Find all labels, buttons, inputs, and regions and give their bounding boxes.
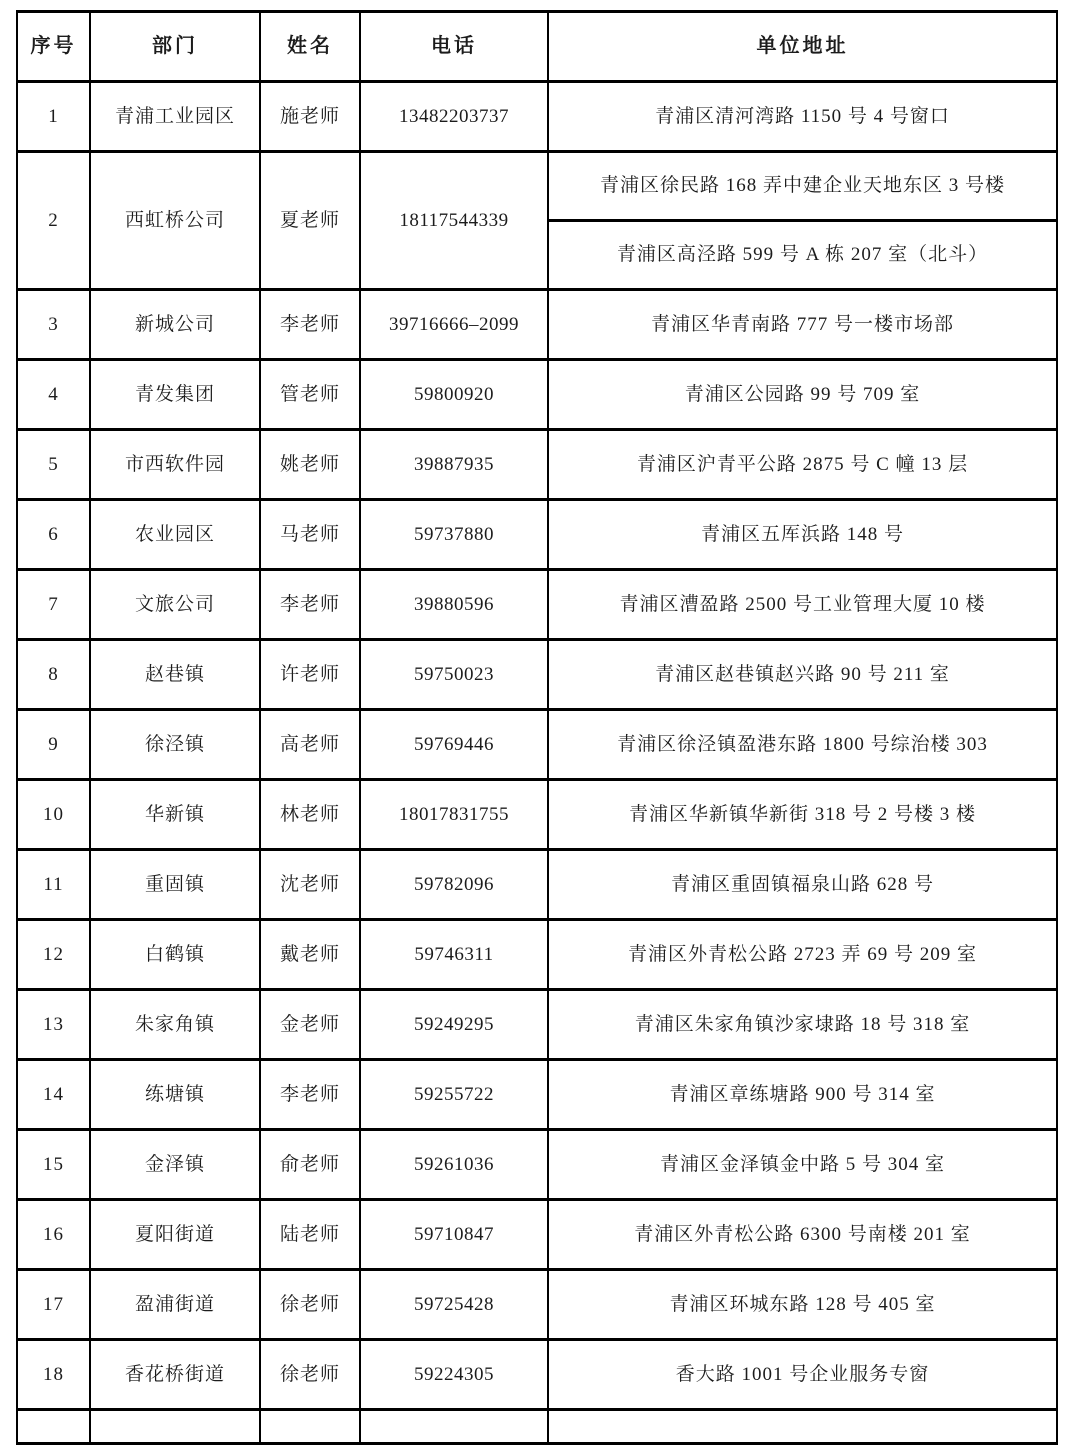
- cell-dept: 盈浦街道: [90, 1270, 260, 1340]
- table-row: [17, 1200, 1057, 1270]
- cell-no: 14: [17, 1060, 90, 1130]
- cell-phone: 59710847: [360, 1200, 548, 1270]
- cell-phone: 59800920: [360, 360, 548, 430]
- table-row: [17, 82, 1057, 152]
- header-cell-dept: 部门: [90, 12, 260, 82]
- cell-no: 16: [17, 1200, 90, 1270]
- cell-address: 青浦区五厍浜路 148 号: [548, 500, 1057, 570]
- table-row: [17, 1340, 1057, 1410]
- cell-address: 青浦区清河湾路 1150 号 4 号窗口: [548, 82, 1057, 152]
- header-row: [17, 12, 1057, 82]
- cell-no: 5: [17, 430, 90, 500]
- cell-address: 香大路 1001 号企业服务专窗: [548, 1340, 1057, 1410]
- cell-address: 青浦区章练塘路 900 号 314 室: [548, 1060, 1057, 1130]
- cell-dept: 练塘镇: [90, 1060, 260, 1130]
- cell-phone: 59725428: [360, 1270, 548, 1340]
- cell-dept: 朱家角镇: [90, 990, 260, 1060]
- cell-dept: 白鹤镇: [90, 920, 260, 990]
- cell-address: 青浦区华新镇华新街 318 号 2 号楼 3 楼: [548, 780, 1057, 850]
- table-row: [17, 920, 1057, 990]
- cell-dept: 夏阳街道: [90, 1200, 260, 1270]
- cell-address: 青浦区公园路 99 号 709 室: [548, 360, 1057, 430]
- contact-table: [16, 10, 1058, 1445]
- cell-name: 马老师: [260, 500, 360, 570]
- cell-no: 9: [17, 710, 90, 780]
- partial-cutoff-row: [17, 1410, 1057, 1444]
- table-row: [17, 850, 1057, 920]
- cell-dept: [90, 1410, 260, 1444]
- cell-no: 10: [17, 780, 90, 850]
- cell-name: 林老师: [260, 780, 360, 850]
- cell-dept: 华新镇: [90, 780, 260, 850]
- table-row: [17, 780, 1057, 850]
- table-row: [17, 640, 1057, 710]
- cell-dept: 青浦工业园区: [90, 82, 260, 152]
- cell-address: 青浦区外青松公路 6300 号南楼 201 室: [548, 1200, 1057, 1270]
- cell-no: 1: [17, 82, 90, 152]
- cell-name: 高老师: [260, 710, 360, 780]
- cell-dept: 西虹桥公司: [90, 152, 260, 290]
- cell-name: 俞老师: [260, 1130, 360, 1200]
- table-row: [17, 570, 1057, 640]
- cell-phone: 59782096: [360, 850, 548, 920]
- cell-name: 管老师: [260, 360, 360, 430]
- table-row: [17, 1270, 1057, 1340]
- cell-name: 姚老师: [260, 430, 360, 500]
- cell-phone: 59769446: [360, 710, 548, 780]
- cell-no: [17, 1410, 90, 1444]
- cell-name: 金老师: [260, 990, 360, 1060]
- cell-address: 青浦区朱家角镇沙家埭路 18 号 318 室: [548, 990, 1057, 1060]
- cell-phone: 18017831755: [360, 780, 548, 850]
- cell-phone: 59224305: [360, 1340, 548, 1410]
- cell-name: 戴老师: [260, 920, 360, 990]
- cell-no: 6: [17, 500, 90, 570]
- cell-phone: 59746311: [360, 920, 548, 990]
- cell-no: 15: [17, 1130, 90, 1200]
- header-cell-address: 单位地址: [548, 12, 1057, 82]
- cell-name: 徐老师: [260, 1340, 360, 1410]
- header-cell-phone: 电话: [360, 12, 548, 82]
- cell-no: 17: [17, 1270, 90, 1340]
- cell-name: 陆老师: [260, 1200, 360, 1270]
- cell-name: 许老师: [260, 640, 360, 710]
- cell-address: 青浦区徐民路 168 弄中建企业天地东区 3 号楼: [548, 152, 1057, 221]
- cell-name: 李老师: [260, 290, 360, 360]
- cell-dept: 赵巷镇: [90, 640, 260, 710]
- cell-no: 7: [17, 570, 90, 640]
- cell-name: 李老师: [260, 1060, 360, 1130]
- table-row: [17, 1130, 1057, 1200]
- cell-no: 13: [17, 990, 90, 1060]
- cell-name: [260, 1410, 360, 1444]
- cell-name: 李老师: [260, 570, 360, 640]
- cell-address: 青浦区环城东路 128 号 405 室: [548, 1270, 1057, 1340]
- table-row: [17, 1060, 1057, 1130]
- header-cell-name: 姓名: [260, 12, 360, 82]
- cell-address: 青浦区沪青平公路 2875 号 C 幢 13 层: [548, 430, 1057, 500]
- cell-phone: 18117544339: [360, 152, 548, 290]
- cell-phone: 59737880: [360, 500, 548, 570]
- cell-name: 施老师: [260, 82, 360, 152]
- table-row: [17, 290, 1057, 360]
- cell-address: 青浦区赵巷镇赵兴路 90 号 211 室: [548, 640, 1057, 710]
- table-row: [17, 430, 1057, 500]
- cell-no: 2: [17, 152, 90, 290]
- table-row: [17, 990, 1057, 1060]
- table-row: [17, 710, 1057, 780]
- cell-name: 沈老师: [260, 850, 360, 920]
- cell-dept: 青发集团: [90, 360, 260, 430]
- cell-address: 青浦区徐泾镇盈港东路 1800 号综治楼 303: [548, 710, 1057, 780]
- cell-address: [548, 1410, 1057, 1444]
- table-row: [17, 500, 1057, 570]
- cell-dept: 新城公司: [90, 290, 260, 360]
- cell-address: 青浦区华青南路 777 号一楼市场部: [548, 290, 1057, 360]
- cell-phone: 59750023: [360, 640, 548, 710]
- cell-dept: 重固镇: [90, 850, 260, 920]
- cell-address: 青浦区金泽镇金中路 5 号 304 室: [548, 1130, 1057, 1200]
- cell-dept: 市西软件园: [90, 430, 260, 500]
- cell-phone: 13482203737: [360, 82, 548, 152]
- cell-phone: 39880596: [360, 570, 548, 640]
- cell-phone: 59261036: [360, 1130, 548, 1200]
- cell-name: 徐老师: [260, 1270, 360, 1340]
- table-row: [17, 152, 1057, 221]
- cell-address: 青浦区漕盈路 2500 号工业管理大厦 10 楼: [548, 570, 1057, 640]
- cell-dept: 金泽镇: [90, 1130, 260, 1200]
- cell-no: 8: [17, 640, 90, 710]
- cell-address-2: 青浦区高泾路 599 号 A 栋 207 室（北斗）: [548, 221, 1057, 290]
- cell-dept: 农业园区: [90, 500, 260, 570]
- cell-dept: 文旅公司: [90, 570, 260, 640]
- cell-no: 11: [17, 850, 90, 920]
- cell-dept: 徐泾镇: [90, 710, 260, 780]
- table-row: [17, 360, 1057, 430]
- cell-phone: 39887935: [360, 430, 548, 500]
- cell-no: 18: [17, 1340, 90, 1410]
- cell-no: 12: [17, 920, 90, 990]
- cell-phone: 39716666–2099: [360, 290, 548, 360]
- cell-name: 夏老师: [260, 152, 360, 290]
- cell-no: 3: [17, 290, 90, 360]
- cell-phone: 59255722: [360, 1060, 548, 1130]
- cell-address: 青浦区重固镇福泉山路 628 号: [548, 850, 1057, 920]
- cell-address: 青浦区外青松公路 2723 弄 69 号 209 室: [548, 920, 1057, 990]
- cell-no: 4: [17, 360, 90, 430]
- cell-dept: 香花桥街道: [90, 1340, 260, 1410]
- cell-phone: 59249295: [360, 990, 548, 1060]
- cell-phone: [360, 1410, 548, 1444]
- header-cell-no: 序号: [17, 12, 90, 82]
